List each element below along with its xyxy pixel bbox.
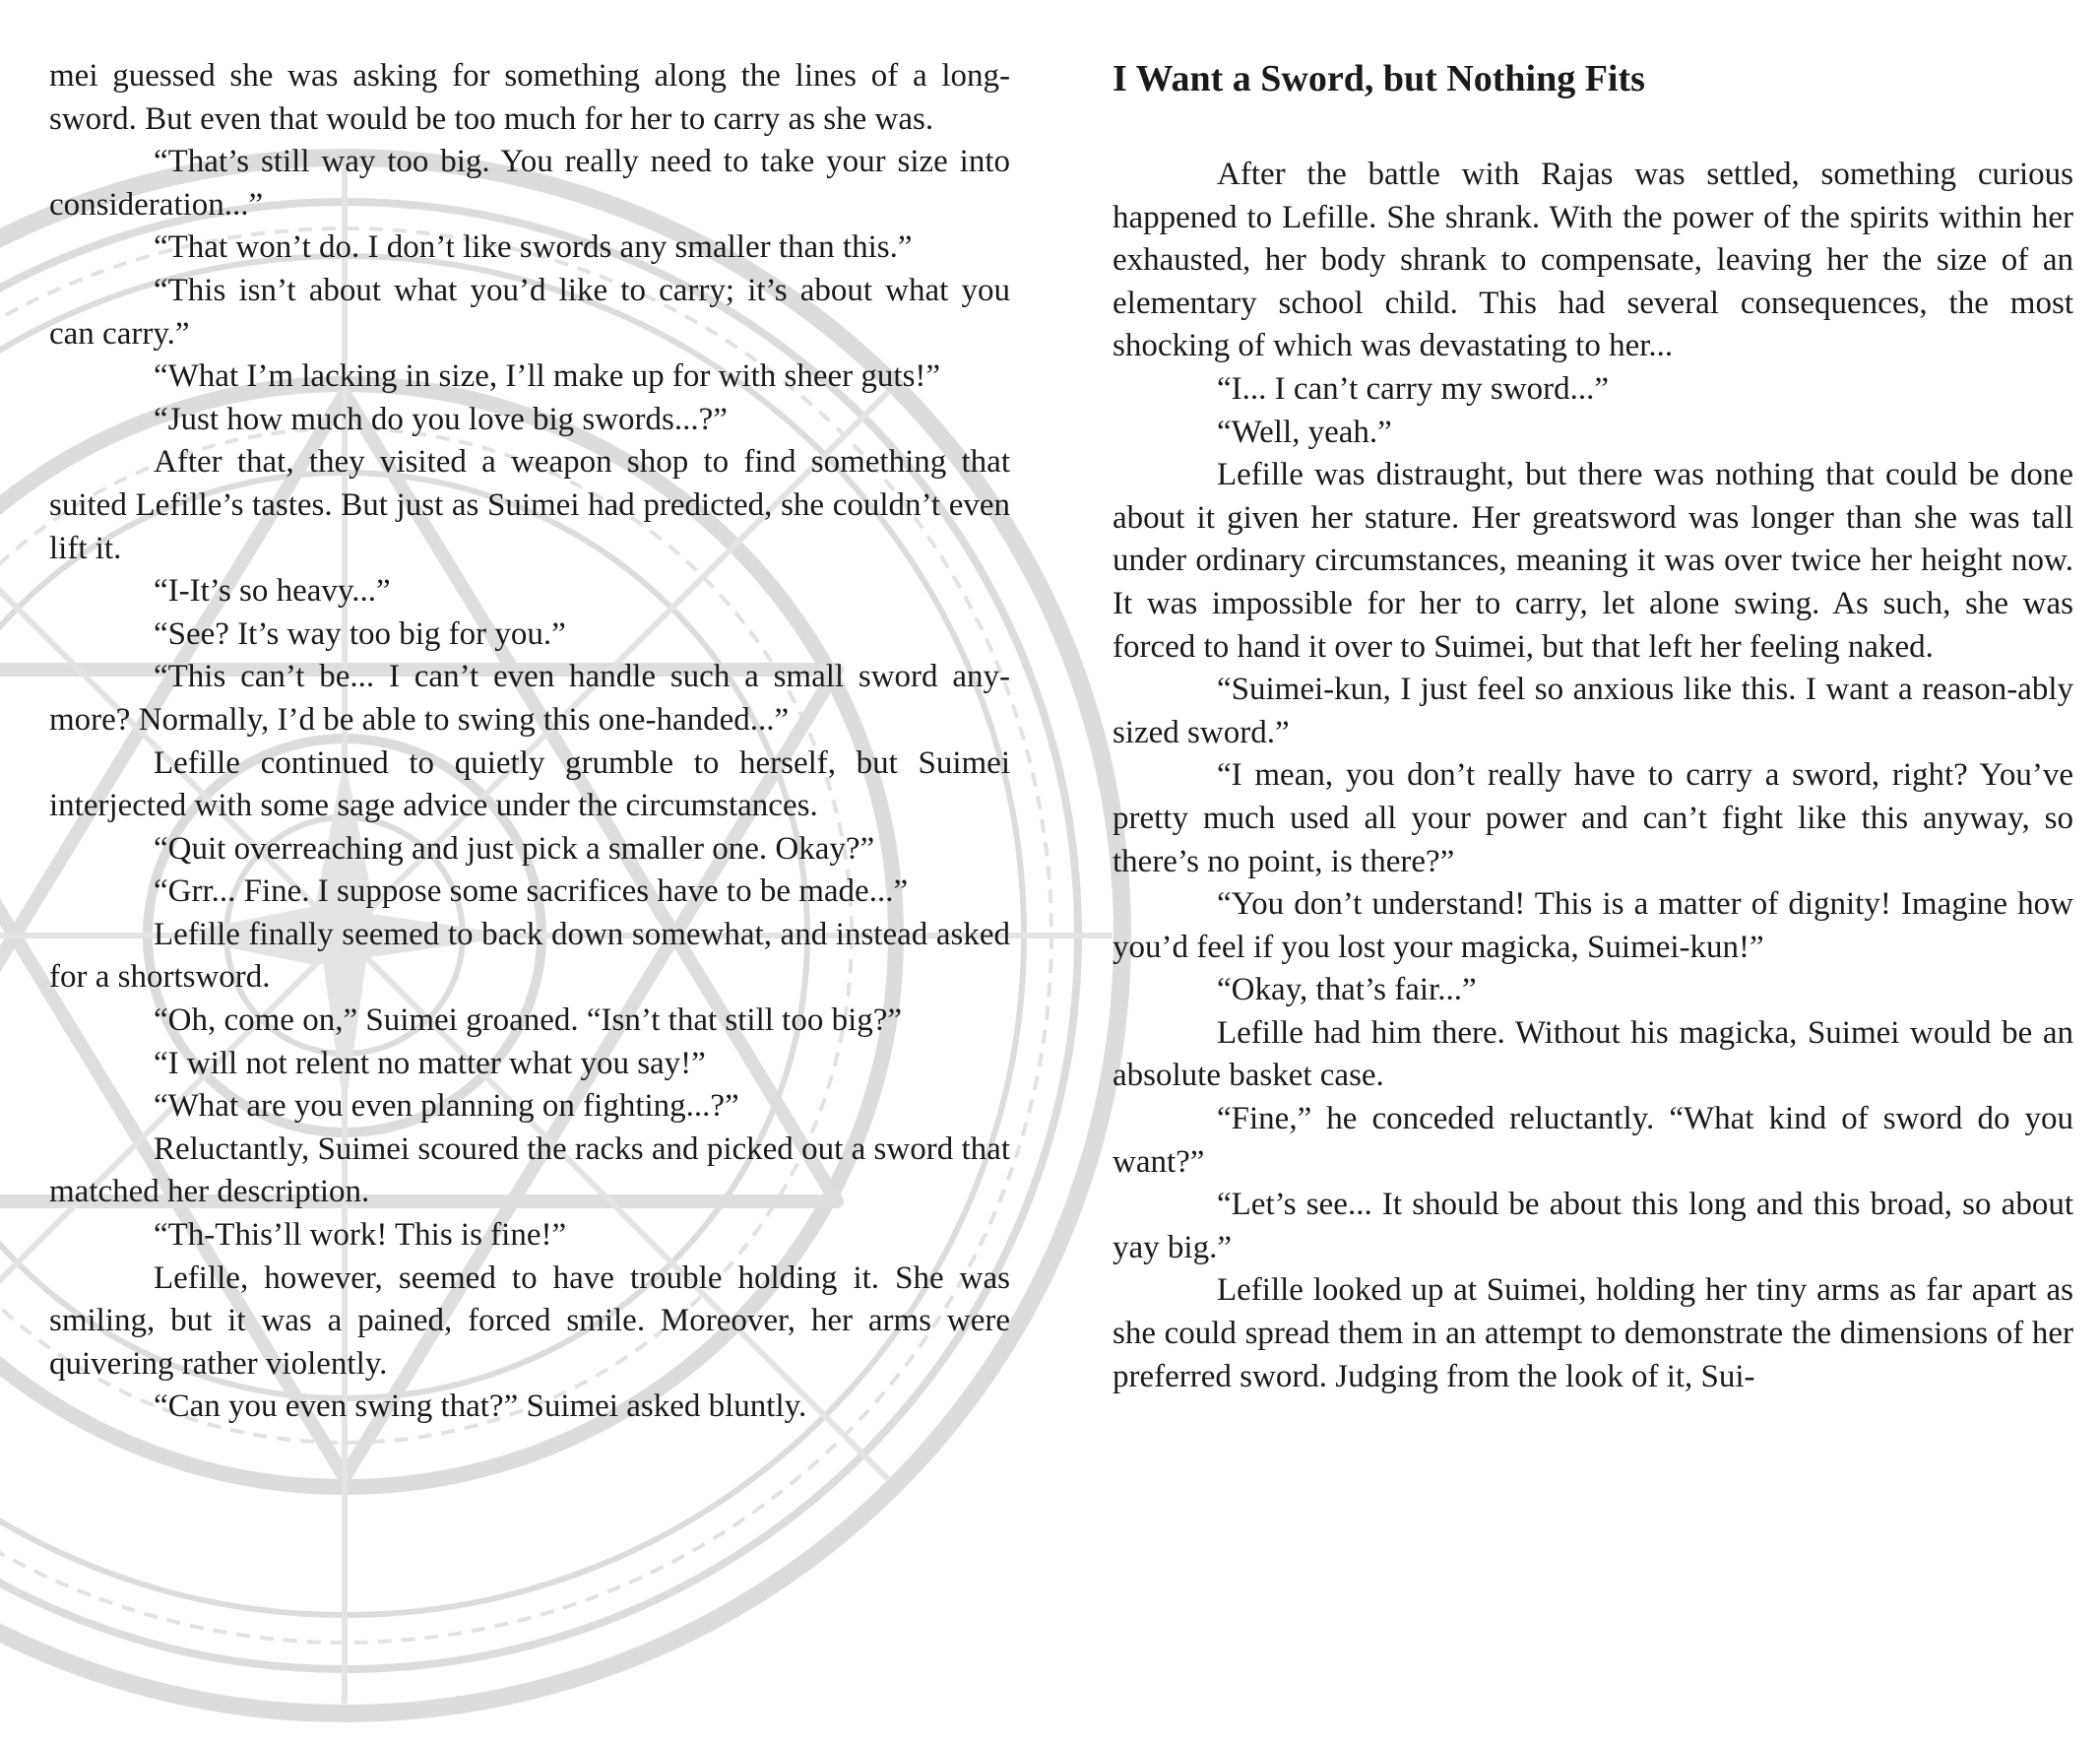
paragraph: Lefille finally seemed to back down somewhat, and instead asked for a shortsword.	[49, 916, 1010, 996]
left-page	[49, 0, 1010, 1493]
paragraph: Reluctantly, Suimei scoured the racks and picked out a sword that matched her description.	[49, 1130, 1010, 1210]
paragraph: mei guessed she was asking for something along the lines of a long-sword. But even that would be too much for her to carry as she was.	[49, 58, 1010, 137]
paragraph: Lefille looked up at Suimei, holding her tiny arms as far apart as she could spread them in an attempt to demonstrate the dimensions of her preferred sword. Judging from the look of it, Sui-	[1113, 1272, 2073, 1394]
paragraph: “I-It’s so heavy...”	[154, 573, 391, 610]
paragraph: Lefille, however, seemed to have trouble holding it. She was smiling, but it was a pained, forced smile. Moreover, her arms were quivering rather violently.	[49, 1259, 1010, 1382]
paragraph: “Fine,” he conceded reluctantly. “What kind of sword do you want?”	[1113, 1101, 2073, 1180]
paragraph: “Quit overreaching and just pick a smaller one. Okay?”	[154, 830, 875, 867]
paragraph: “Just how much do you love big swords...?”	[154, 401, 728, 437]
paragraph: “Okay, that’s fair...”	[1217, 972, 1477, 1008]
paragraph: “What are you even planning on fighting...?”	[154, 1088, 739, 1125]
paragraph: After that, they visited a weapon shop to find something that suited Lefille’s tastes. But just as Suimei had predicted, she couldn’t even lift it.	[49, 444, 1010, 566]
paragraph: Lefille continued to quietly grumble to herself, but Suimei interjected with some sage advice under the circumstances.	[49, 744, 1010, 824]
chapter-title: I Want a Sword, but Nothing Fits	[1113, 58, 1645, 99]
paragraph: “Oh, come on,” Suimei groaned. “Isn’t that still too big?”	[154, 1002, 903, 1039]
paragraph: “Can you even swing that?” Suimei asked bluntly.	[154, 1388, 807, 1425]
right-page	[1113, 0, 2073, 1493]
paragraph: Lefille was distraught, but there was nothing that could be done about it given her stature. Her greatsword was longer than she was tall under ordinary circumstances, meaning it was over twice her height now. It was impossible for her to carry, let alone swing. As such, she was forced to hand it over to Suimei, but that left her feeling naked.	[1113, 457, 2073, 665]
paragraph: After the battle with Rajas was settled, something curious happened to Lefille. She shrank. With the power of the spirits within her exhausted, her body shrank to compensate, leaving her the size of an elementary school child. This had several consequences, the most shocking of which was devastating to her...	[1113, 157, 2073, 364]
right-page-text	[1113, 154, 2073, 1398]
paragraph: “What I’m lacking in size, I’ll make up for with sheer guts!”	[154, 358, 941, 395]
paragraph: “That’s still way too big. You really need to take your size into consideration...”	[49, 144, 1010, 223]
paragraph: “See? It’s way too big for you.”	[154, 615, 566, 652]
paragraph: “I mean, you don’t really have to carry a sword, right? You’ve pretty much used all your power and can’t fight like this anyway, so there’s no point, is there?”	[1113, 757, 2073, 879]
paragraph: “You don’t understand! This is a matter of dignity! Imagine how you’d feel if you lost your magicka, Suimei-kun!”	[1113, 886, 2073, 965]
paragraph: “Th-This’ll work! This is fine!”	[154, 1217, 567, 1254]
left-page-text	[49, 55, 1010, 1429]
paragraph: “That won’t do. I don’t like swords any smaller than this.”	[154, 229, 913, 266]
paragraph: “This can’t be... I can’t even handle such a small sword any-more? Normally, I’d be able to swing this one-handed...”	[49, 659, 1010, 738]
paragraph: “Well, yeah.”	[1217, 414, 1392, 450]
paragraph: “This isn’t about what you’d like to carry; it’s about what you can carry.”	[49, 272, 1010, 352]
paragraph: Lefille had him there. Without his magicka, Suimei would be an absolute basket case.	[1113, 1014, 2073, 1094]
paragraph: “I... I can’t carry my sword...”	[1217, 370, 1609, 407]
paragraph: “Suimei-kun, I just feel so anxious like this. I want a reason-ably sized sword.”	[1113, 672, 2073, 750]
paragraph: “I will not relent no matter what you say!”	[154, 1045, 706, 1081]
paragraph: “Grr... Fine. I suppose some sacrifices have to be made...”	[154, 873, 909, 910]
paragraph: “Let’s see... It should be about this long and this broad, so about yay big.”	[1113, 1187, 2073, 1265]
